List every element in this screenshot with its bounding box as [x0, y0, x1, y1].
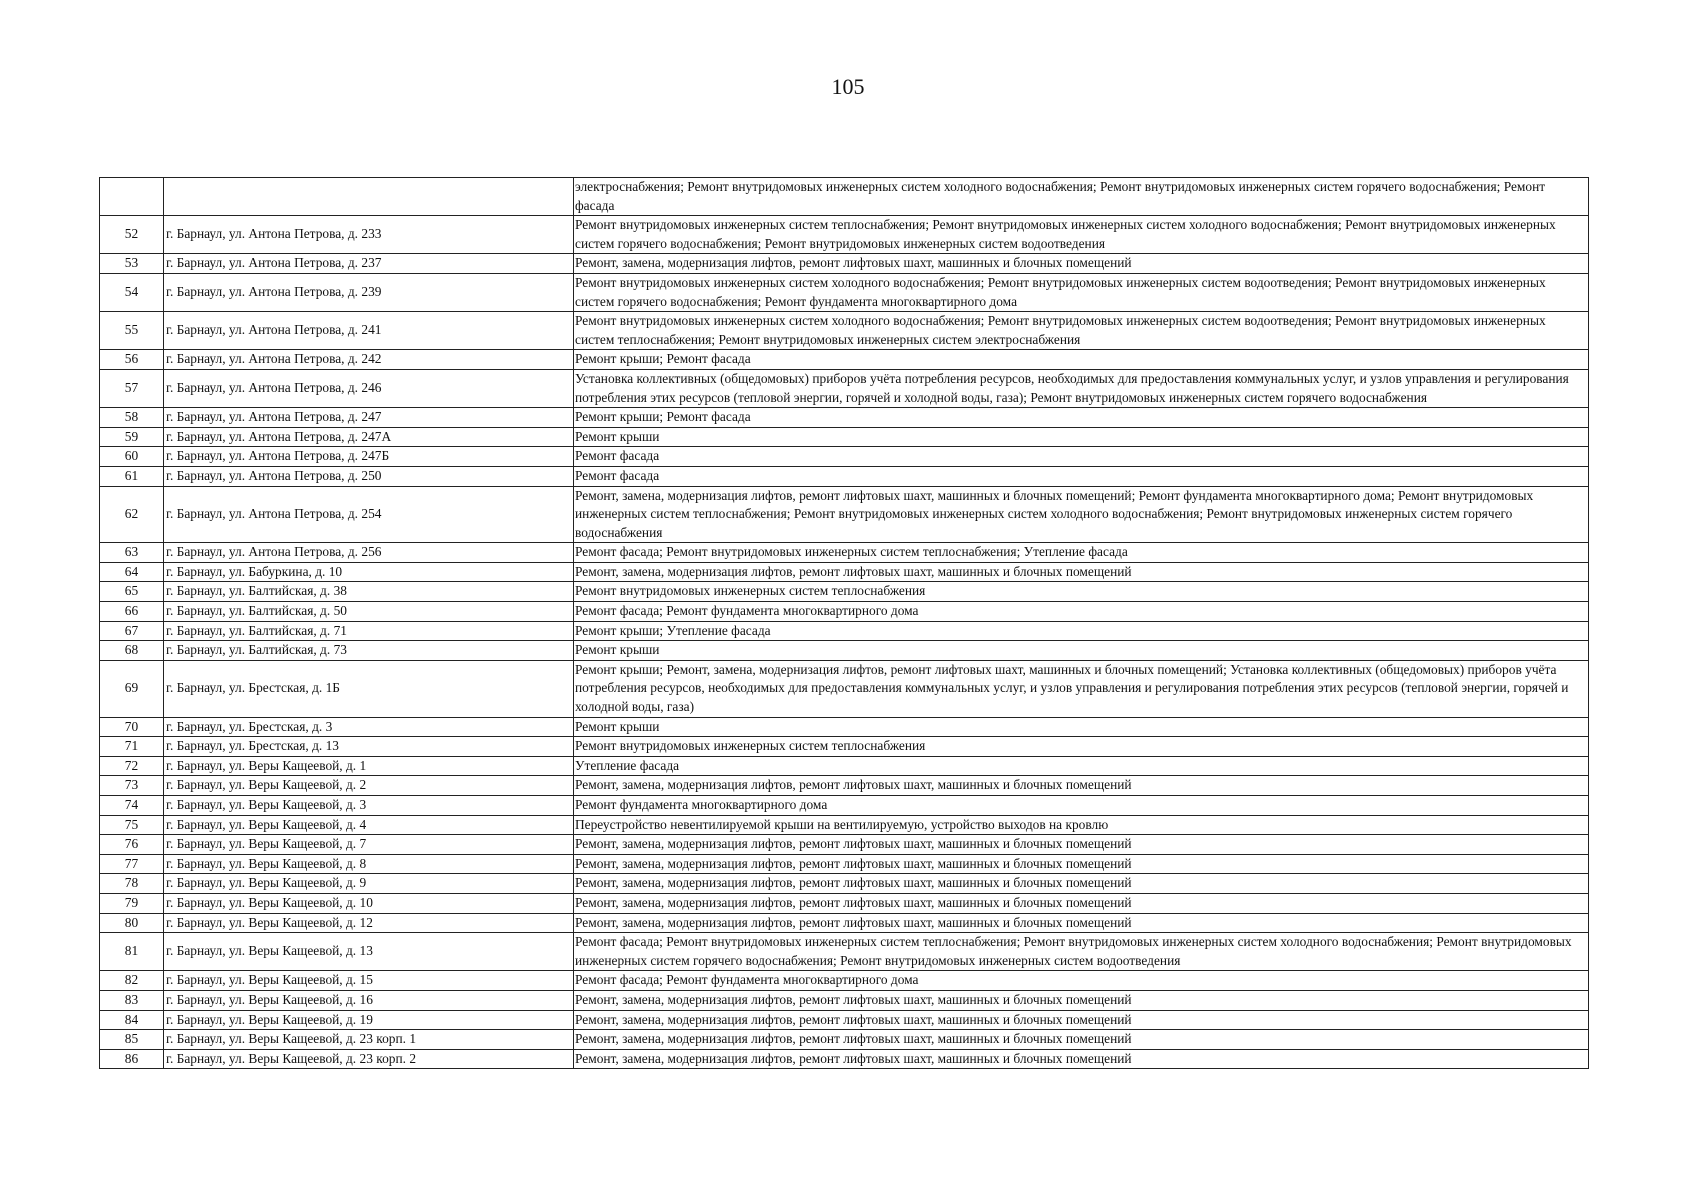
row-works: Ремонт, замена, модернизация лифтов, ремонт лифтовых шахт, машинных и блочных помещений: [574, 1049, 1589, 1069]
row-number: 63: [100, 543, 164, 563]
row-address: г. Барнаул, ул. Балтийская, д. 50: [164, 602, 574, 622]
table-row: [100, 273, 1589, 311]
table-row: [100, 408, 1589, 428]
table-row: [100, 971, 1589, 991]
table-row: [100, 350, 1589, 370]
row-address: г. Барнаул, ул. Веры Кащеевой, д. 19: [164, 1010, 574, 1030]
row-works: Ремонт, замена, модернизация лифтов, ремонт лифтовых шахт, машинных и блочных помещений: [574, 1030, 1589, 1050]
row-number: 59: [100, 427, 164, 447]
row-number: 73: [100, 776, 164, 796]
table-row: [100, 254, 1589, 274]
table-row: [100, 990, 1589, 1010]
row-address: г. Барнаул, ул. Веры Кащеевой, д. 15: [164, 971, 574, 991]
row-number: 70: [100, 717, 164, 737]
row-works: Ремонт фасада; Ремонт фундамента многоквартирного дома: [574, 602, 1589, 622]
table-row: [100, 776, 1589, 796]
row-works: Ремонт внутридомовых инженерных систем теплоснабжения; Ремонт внутридомовых инженерных систем холодного водоснабжения; Ремонт внутридомовых инженерных систем горячего водоснабжения; Ремонт внутридомовых инженерных систем водоотведения: [574, 216, 1589, 254]
row-works: Ремонт фасада; Ремонт внутридомовых инженерных систем теплоснабжения; Ремонт внутридомовых инженерных систем холодного водоснабжения; Ремонт внутридомовых инженерных систем горячего водоснабжения; Ремонт внутридомовых инженерных систем водоотведения: [574, 933, 1589, 971]
row-number: 61: [100, 466, 164, 486]
table-row: [100, 369, 1589, 407]
table-row: [100, 562, 1589, 582]
row-address: г. Барнаул, ул. Антона Петрова, д. 247Б: [164, 447, 574, 467]
row-works: Ремонт крыши; Утепление фасада: [574, 621, 1589, 641]
row-works: Ремонт, замена, модернизация лифтов, ремонт лифтовых шахт, машинных и блочных помещений: [574, 562, 1589, 582]
row-address: г. Барнаул, ул. Антона Петрова, д. 247А: [164, 427, 574, 447]
row-works: Ремонт крыши: [574, 717, 1589, 737]
row-address: г. Барнаул, ул. Веры Кащеевой, д. 8: [164, 854, 574, 874]
row-works: Ремонт, замена, модернизация лифтов, ремонт лифтовых шахт, машинных и блочных помещений: [574, 776, 1589, 796]
row-works: Ремонт фасада; Ремонт фундамента многоквартирного дома: [574, 971, 1589, 991]
table-row: [100, 312, 1589, 350]
row-address: г. Барнаул, ул. Балтийская, д. 73: [164, 641, 574, 661]
table-row: [100, 447, 1589, 467]
table-row: [100, 913, 1589, 933]
row-works: электроснабжения; Ремонт внутридомовых инженерных систем холодного водоснабжения; Ремонт внутридомовых инженерных систем горячего водоснабжения; Ремонт фасада: [574, 178, 1589, 216]
table-row: [100, 874, 1589, 894]
row-address: г. Барнаул, ул. Антона Петрова, д. 247: [164, 408, 574, 428]
row-number: 58: [100, 408, 164, 428]
row-number: 71: [100, 737, 164, 757]
row-number: 68: [100, 641, 164, 661]
row-number: 76: [100, 835, 164, 855]
row-address: г. Барнаул, ул. Антона Петрова, д. 250: [164, 466, 574, 486]
row-number: 84: [100, 1010, 164, 1030]
table-body: [100, 178, 1589, 1069]
row-works: Ремонт, замена, модернизация лифтов, ремонт лифтовых шахт, машинных и блочных помещений: [574, 913, 1589, 933]
row-address: г. Барнаул, ул. Веры Кащеевой, д. 2: [164, 776, 574, 796]
row-works: Ремонт крыши; Ремонт фасада: [574, 350, 1589, 370]
table-row: [100, 796, 1589, 816]
row-number: [100, 178, 164, 216]
row-works: Ремонт, замена, модернизация лифтов, ремонт лифтовых шахт, машинных и блочных помещений: [574, 854, 1589, 874]
row-number: 75: [100, 815, 164, 835]
row-address: г. Барнаул, ул. Веры Кащеевой, д. 23 корп. 1: [164, 1030, 574, 1050]
row-works: Ремонт фасада: [574, 466, 1589, 486]
row-address: г. Барнаул, ул. Веры Кащеевой, д. 7: [164, 835, 574, 855]
row-works: Ремонт фасада: [574, 447, 1589, 467]
table-row: [100, 835, 1589, 855]
row-works: Ремонт внутридомовых инженерных систем холодного водоснабжения; Ремонт внутридомовых инженерных систем водоотведения; Ремонт внутридомовых инженерных систем горячего водоснабжения; Ремонт фундамента многоквартирного дома: [574, 273, 1589, 311]
table-row: [100, 933, 1589, 971]
row-address: г. Барнаул, ул. Антона Петрова, д. 233: [164, 216, 574, 254]
table-row: [100, 717, 1589, 737]
row-number: 81: [100, 933, 164, 971]
row-address: г. Барнаул, ул. Веры Кащеевой, д. 3: [164, 796, 574, 816]
row-number: 64: [100, 562, 164, 582]
row-number: 77: [100, 854, 164, 874]
row-works: Ремонт, замена, модернизация лифтов, ремонт лифтовых шахт, машинных и блочных помещений: [574, 1010, 1589, 1030]
row-works: Установка коллективных (общедомовых) приборов учёта потребления ресурсов, необходимых для предоставления коммунальных услуг, и узлов управления и регулирования потребления этих ресурсов (тепловой энергии, горячей и холодной воды, газа); Ремонт внутридомовых инженерных систем горячего водоснабжения: [574, 369, 1589, 407]
table-row: [100, 756, 1589, 776]
row-address: г. Барнаул, ул. Антона Петрова, д. 242: [164, 350, 574, 370]
row-works: Переустройство невентилируемой крыши на вентилируемую, устройство выходов на кровлю: [574, 815, 1589, 835]
table-row: [100, 427, 1589, 447]
row-number: 55: [100, 312, 164, 350]
table-row: [100, 854, 1589, 874]
table-row: [100, 1030, 1589, 1050]
row-address: г. Барнаул, ул. Веры Кащеевой, д. 13: [164, 933, 574, 971]
row-address: г. Барнаул, ул. Веры Кащеевой, д. 12: [164, 913, 574, 933]
table-row: [100, 486, 1589, 543]
table-row: [100, 1049, 1589, 1069]
row-number: 79: [100, 893, 164, 913]
row-works: Ремонт крыши; Ремонт, замена, модернизация лифтов, ремонт лифтовых шахт, машинных и блочных помещений; Установка коллективных (общедомовых) приборов учёта потребления ресурсов, необходимых для предоставления коммунальных услуг, и узлов управления и регулирования потребления этих ресурсов (тепловой энергии, горячей и холодной воды, газа): [574, 660, 1589, 717]
table-row: [100, 602, 1589, 622]
row-number: 85: [100, 1030, 164, 1050]
row-address: г. Барнаул, ул. Антона Петрова, д. 237: [164, 254, 574, 274]
row-address: г. Барнаул, ул. Веры Кащеевой, д. 1: [164, 756, 574, 776]
row-number: 60: [100, 447, 164, 467]
row-number: 69: [100, 660, 164, 717]
row-works: Ремонт крыши; Ремонт фасада: [574, 408, 1589, 428]
row-number: 62: [100, 486, 164, 543]
table-row: [100, 660, 1589, 717]
repair-works-table: [99, 177, 1589, 1069]
row-works: Утепление фасада: [574, 756, 1589, 776]
row-number: 78: [100, 874, 164, 894]
row-works: Ремонт, замена, модернизация лифтов, ремонт лифтовых шахт, машинных и блочных помещений: [574, 990, 1589, 1010]
table-row: [100, 815, 1589, 835]
table-row: [100, 178, 1589, 216]
row-address: г. Барнаул, ул. Веры Кащеевой, д. 16: [164, 990, 574, 1010]
row-address: г. Барнаул, ул. Веры Кащеевой, д. 4: [164, 815, 574, 835]
table-row: [100, 893, 1589, 913]
row-address: г. Барнаул, ул. Веры Кащеевой, д. 23 корп. 2: [164, 1049, 574, 1069]
row-works: Ремонт внутридомовых инженерных систем холодного водоснабжения; Ремонт внутридомовых инженерных систем водоотведения; Ремонт внутридомовых инженерных систем теплоснабжения; Ремонт внутридомовых инженерных систем электроснабжения: [574, 312, 1589, 350]
row-works: Ремонт, замена, модернизация лифтов, ремонт лифтовых шахт, машинных и блочных помещений; Ремонт фундамента многоквартирного дома; Ремонт внутридомовых инженерных систем теплоснабжения; Ремонт внутридомовых инженерных систем холодного водоснабжения; Ремонт внутридомовых инженерных систем горячего водоснабжения: [574, 486, 1589, 543]
row-address: г. Барнаул, ул. Антона Петрова, д. 241: [164, 312, 574, 350]
row-works: Ремонт, замена, модернизация лифтов, ремонт лифтовых шахт, машинных и блочных помещений: [574, 835, 1589, 855]
row-number: 82: [100, 971, 164, 991]
table-row: [100, 621, 1589, 641]
table-row: [100, 1010, 1589, 1030]
row-works: Ремонт внутридомовых инженерных систем теплоснабжения: [574, 582, 1589, 602]
row-works: Ремонт фундамента многоквартирного дома: [574, 796, 1589, 816]
row-works: Ремонт, замена, модернизация лифтов, ремонт лифтовых шахт, машинных и блочных помещений: [574, 893, 1589, 913]
row-number: 86: [100, 1049, 164, 1069]
row-address: г. Барнаул, ул. Балтийская, д. 71: [164, 621, 574, 641]
row-number: 54: [100, 273, 164, 311]
row-address: г. Барнаул, ул. Веры Кащеевой, д. 10: [164, 893, 574, 913]
row-works: Ремонт крыши: [574, 641, 1589, 661]
row-number: 53: [100, 254, 164, 274]
row-number: 66: [100, 602, 164, 622]
row-address: г. Барнаул, ул. Веры Кащеевой, д. 9: [164, 874, 574, 894]
row-number: 83: [100, 990, 164, 1010]
table-row: [100, 216, 1589, 254]
row-address: г. Барнаул, ул. Брестская, д. 1Б: [164, 660, 574, 717]
row-number: 80: [100, 913, 164, 933]
table-row: [100, 543, 1589, 563]
row-address: г. Барнаул, ул. Брестская, д. 13: [164, 737, 574, 757]
table-row: [100, 582, 1589, 602]
table-row: [100, 466, 1589, 486]
row-number: 74: [100, 796, 164, 816]
row-number: 67: [100, 621, 164, 641]
page-number: 105: [831, 74, 865, 99]
row-works: Ремонт крыши: [574, 427, 1589, 447]
row-works: Ремонт внутридомовых инженерных систем теплоснабжения: [574, 737, 1589, 757]
row-works: Ремонт, замена, модернизация лифтов, ремонт лифтовых шахт, машинных и блочных помещений: [574, 874, 1589, 894]
row-address: [164, 178, 574, 216]
row-address: г. Барнаул, ул. Балтийская, д. 38: [164, 582, 574, 602]
row-address: г. Барнаул, ул. Антона Петрова, д. 246: [164, 369, 574, 407]
row-number: 65: [100, 582, 164, 602]
table-row: [100, 737, 1589, 757]
row-works: Ремонт, замена, модернизация лифтов, ремонт лифтовых шахт, машинных и блочных помещений: [574, 254, 1589, 274]
row-address: г. Барнаул, ул. Брестская, д. 3: [164, 717, 574, 737]
row-address: г. Барнаул, ул. Бабуркина, д. 10: [164, 562, 574, 582]
row-works: Ремонт фасада; Ремонт внутридомовых инженерных систем теплоснабжения; Утепление фасада: [574, 543, 1589, 563]
row-address: г. Барнаул, ул. Антона Петрова, д. 239: [164, 273, 574, 311]
table-row: [100, 641, 1589, 661]
row-number: 57: [100, 369, 164, 407]
row-address: г. Барнаул, ул. Антона Петрова, д. 254: [164, 486, 574, 543]
row-address: г. Барнаул, ул. Антона Петрова, д. 256: [164, 543, 574, 563]
row-number: 56: [100, 350, 164, 370]
row-number: 72: [100, 756, 164, 776]
row-number: 52: [100, 216, 164, 254]
